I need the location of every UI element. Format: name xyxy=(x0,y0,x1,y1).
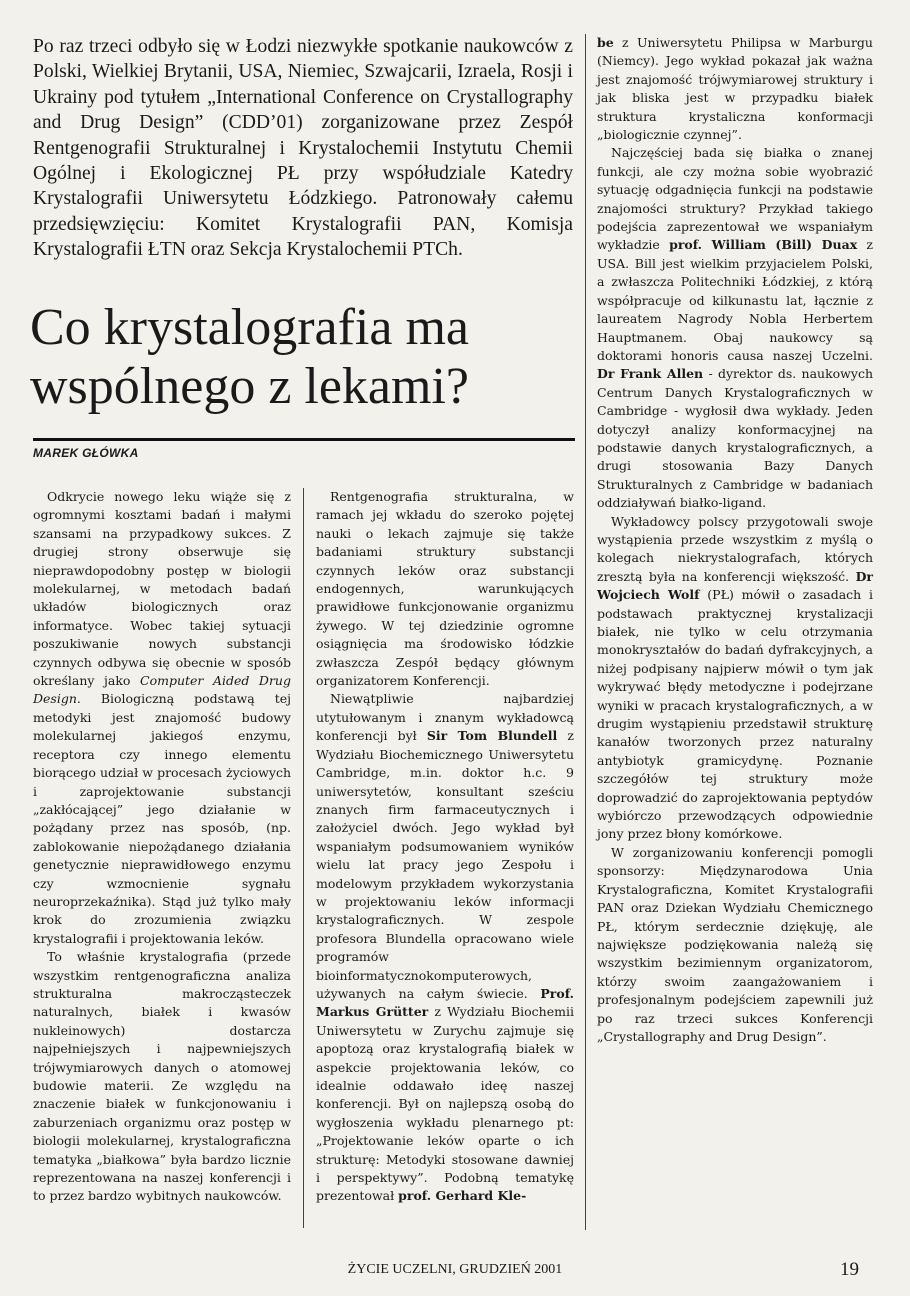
person-name: Dr Frank Allen xyxy=(597,366,704,382)
person-name: prof. William (Bill) Duax xyxy=(669,237,858,253)
person-name: prof. Gerhard Kle- xyxy=(398,1188,527,1204)
paragraph: Wykładowcy polscy przygotowali swoje wystąpienia przede wszystkim z myślą o kolegach niekrystalografach, których zresztą była na konferencji większość. Dr Wojciech Wolf (PŁ) mówił o zasadach i podstawach praktycznej krystalizacji białek, nie tylko w celu otrzymania monokryształów do badań dyfrakcyjnych, a niżej podpisany najpierw mówił o tym jak wykrywać błędy metodyczne i podejrzane wyniki w pracach krystalograficznych, a w drugim wystąpieniu przedstawił strukturę kanałów tworzonych przez naturalny antybiotyk gramicydynę. Poznanie szczegółów tej struktury może doprowadzić do zaprojektowania peptydów wybiórczo przewodzących odpowiednie jony przez błony komórkowe. xyxy=(597,513,873,842)
page-number: 19 xyxy=(840,1259,859,1280)
author-name: MAREK GŁÓWKA xyxy=(33,446,139,460)
column-divider-1 xyxy=(303,488,304,1228)
page-footer: ŻYCIE UCZELNI, GRUDZIEŃ 2001 xyxy=(347,1262,563,1277)
paragraph: be z Uniwersytetu Philipsa w Marburgu (Niemcy). Jego wykład pokazał jak ważna jest znajomość trójwymiarowej struktury i jak bliska jest w przypadku białek struktura krystaliczna konformacji „biologicznie czynnej”. xyxy=(597,35,873,143)
person-name: Sir Tom Blundell xyxy=(426,728,558,744)
paragraph: Najczęściej bada się białka o znanej funkcji, ale czy można sobie wyobrazić sytuację odgadnięcia funkcji na podstawie znajomości struktury? Przykład takiego podejścia zaprezentował we wspaniałym wykładzie prof. William (Bill) Duax z USA. Bill jest wielkim przyjacielem Polski, a zwłaszcza Politechniki Łódzkiej, z którą współpracuje od kilkunastu lat, łącznie z laureatem Nagrody Nobla Herbertem Hauptmanem. Obaj naukowcy są doktorami honoris causa naszej Uczelni. Dr Frank Allen - dyrektor ds. naukowych Centrum Danych Krystalograficznych w Cambridge - wygłosił dwa wykłady. Jeden dotyczył analizy konformacyjnej na podstawie danych krystalograficznych, a drugi stosowania Bazy Danych Strukturalnych z Cambridge w badaniach oddziaływań białko-ligand. xyxy=(597,145,874,511)
person-name: Prof. Markus Grütter xyxy=(316,985,574,1020)
column-3 xyxy=(597,34,873,1046)
paragraph: Odkrycie nowego leku wiąże się z ogromnymi kosztami badań i małymi szansami na przypadkowy sukces. Z drugiej strony obserwuje się nieprawdopodobny postęp w biologii molekularnej, w metodach badań układów biologicznych oraz informatyce. Wobec takiej sytuacji poszukiwanie nowych substancji czynnych odbywa się obecnie w sposób określany jako Computer Aided Drug Design. Biologiczną podstawą tej metodyki jest znajomość budowy molekularnej jakiegoś enzymu, receptora czy innego elementu biorącego udział w procesach życiowych i zaprojektowanie substancji „zakłócającej” jego działanie w pożądany przez nas sposób, (np. zablokowanie niepożądanego działania genetycznie nieprawidłowego enzymu czy wzmocnienie sygnału neuroprzekaźnika). Stąd już tylko mały krok do zrozumienia związku krystalografii i projektowania leków. xyxy=(33,489,291,946)
italic-term: Computer Aided Drug Design xyxy=(33,673,291,707)
column-1 xyxy=(33,488,291,1206)
person-name: Dr Wojciech Wolf xyxy=(597,568,873,603)
paragraph: Rentgenografia strukturalna, w ramach jej wkładu do szeroko pojętej nauki o lekach zajmuje się także badaniami struktury substancji czynnych leków oraz substancji endogennych, warunkujących prawidłowe funkcjonowanie organizmu żywego. W tej dziedzinie ogromne osiągnięcia ma środowisko łódzkie zwłaszcza Zespół będący głównym organizatorem Konferencji. xyxy=(316,489,574,689)
column-divider-2 xyxy=(585,34,586,1230)
title-rule xyxy=(33,438,575,441)
paragraph: W zorganizowaniu konferencji pomogli sponsorzy: Międzynarodowa Unia Krystalograficzna, Komitet Krystalografii PAN oraz Dziekan Wydziału Chemicznego PŁ, którym serdecznie dziękuję, ale największe podziękowania należą się wszystkim bezimiennym organizatorom, którzy swoim zaangażowaniem i profesjonalnym podejściem zapewnili już po raz trzeci sukces Konferencji „Crystallography and Drug Design”. xyxy=(597,844,873,1044)
person-name: be xyxy=(597,35,614,50)
paragraph: Niewątpliwie najbardziej utytułowanym i znanym wykładowcą konferencji był Sir Tom Blundell z Wydziału Biochemicznego Uniwersytetu Cambridge, m.in. doktor h.c. 9 uniwersytetów, konsultant sześciu znanych firm farmaceutycznych i założyciel dwóch. Jego wykład był wspaniałym podsumowaniem wyników wielu lat pracy jego Zespołu i modelowym przykładem wykorzystania w projektowaniu leków informacji krystalograficznych. W zespole profesora Blundella opracowano wiele programów bioinformatycznokomputerowych, używanych na całym świecie. Prof. Markus Grütter z Wydziału Biochemii Uniwersytetu w Zurychu zajmuje się apoptozą oraz krystalografią białek w aspekcie projektowania leków, co idealnie oddawało ideę naszej konferencji. Był on najlepszą osobą do wygłoszenia wykładu plenarnego pt: „Projektowanie leków oparte o ich strukturę: Metodyki stosowane dawniej i perspektywy”. Podobną tematykę prezentował prof. Gerhard Kle- xyxy=(316,691,574,1204)
paragraph: To właśnie krystalografia (przede wszystkim rentgenograficzna analiza strukturalna makrocząsteczek naturalnych, białek i kwasów nukleinowych) dostarcza najpełniejszych i najpewniejszych trójwymiarowych danych o atomowej budowie materii. Ze względu na znaczenie białek w funkcjonowaniu i zaburzeniach organizmu oraz postęp w biologii molekularnej, krystalograficzna tematyka „białkowa” była bardzo licznie reprezentowana na naszej konferencji i to przez bardzo wybitnych naukowców. xyxy=(33,949,291,1204)
intro-paragraph: Po raz trzeci odbyło się w Łodzi niezwykłe spotkanie naukowców z Polski, Wielkiej Brytanii, USA, Niemiec, Szwajcarii, Izraela, Rosji i Ukrainy pod tytułem „International Conference on Crystallography and Drug Design” (CDD’01) zorganizowane przez Zespół Rentgenografii Strukturalnej i Krystalochemii Instytutu Chemii Ogólnej i Ekologicznej PŁ przy współudziale Katedry Krystalografii Uniwersytetu Łódzkiego. Patronowały całemu przedsięwzięciu: Komitet Krystalografii PAN, Komisja Krystalografii ŁTN oraz Sekcja Krystalochemii PTCh. xyxy=(33,36,573,261)
column-2 xyxy=(316,488,574,1206)
article-title: Co krystalografia ma wspólnego z lekami? xyxy=(30,299,469,415)
